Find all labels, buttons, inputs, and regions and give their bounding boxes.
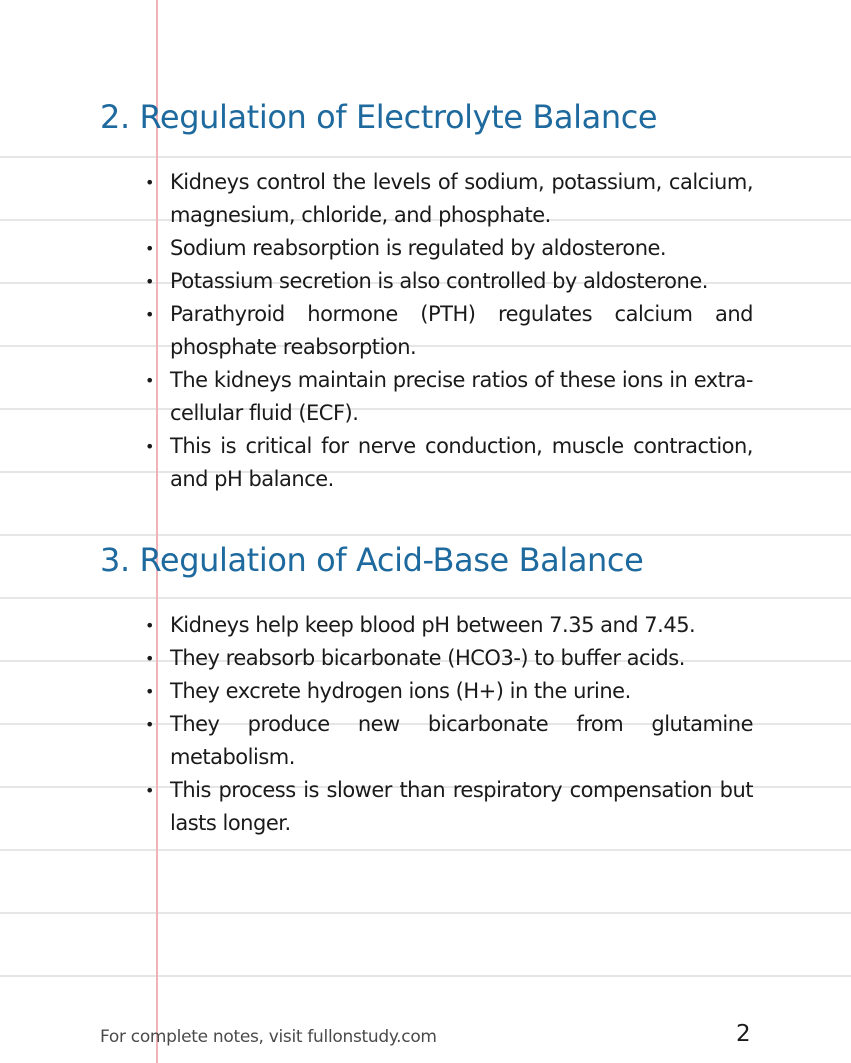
list-item: • The kidneys maintain precise ratios of these ions in extra-cellular fluid (ECF). — [170, 364, 753, 430]
footer-text: For complete notes, visit fullonstudy.com — [100, 1027, 437, 1047]
rule-line — [0, 975, 851, 977]
section-heading-electrolyte: 2. Regulation of Electrolyte Balance — [100, 98, 658, 136]
rule-line — [0, 849, 851, 851]
list-item: • Kidneys help keep blood pH between 7.35 and 7.45. — [170, 609, 753, 642]
list-item: • Sodium reabsorption is regulated by aldosterone. — [170, 232, 753, 265]
rule-line — [0, 156, 851, 158]
list-item: • They produce new bicarbonate from glutamine metabolism. — [170, 708, 753, 774]
list-item: • They excrete hydrogen ions (H+) in the urine. — [170, 675, 753, 708]
list-item: • This process is slower than respiratory compensation but lasts longer. — [170, 774, 753, 840]
list-item: • Potassium secretion is also controlled by aldosterone. — [170, 265, 753, 298]
list-item: • Kidneys control the levels of sodium, potassium, calcium, magnesium, chloride, and phosphate. — [170, 166, 753, 232]
page-number: 2 — [736, 1021, 751, 1047]
list-item: • They reabsorb bicarbonate (HCO3-) to buffer acids. — [170, 642, 753, 675]
rule-line — [0, 534, 851, 536]
acid-base-list — [170, 609, 753, 840]
list-item: • This is critical for nerve conduction, muscle contraction, and pH balance. — [170, 430, 753, 496]
margin-line — [156, 0, 158, 1063]
list-item: • Parathyroid hormone (PTH) regulates calcium and phosphate reabsorption. — [170, 298, 753, 364]
electrolyte-list — [170, 166, 753, 496]
section-heading-acid-base: 3. Regulation of Acid-Base Balance — [100, 541, 644, 579]
rule-line — [0, 597, 851, 599]
rule-line — [0, 912, 851, 914]
